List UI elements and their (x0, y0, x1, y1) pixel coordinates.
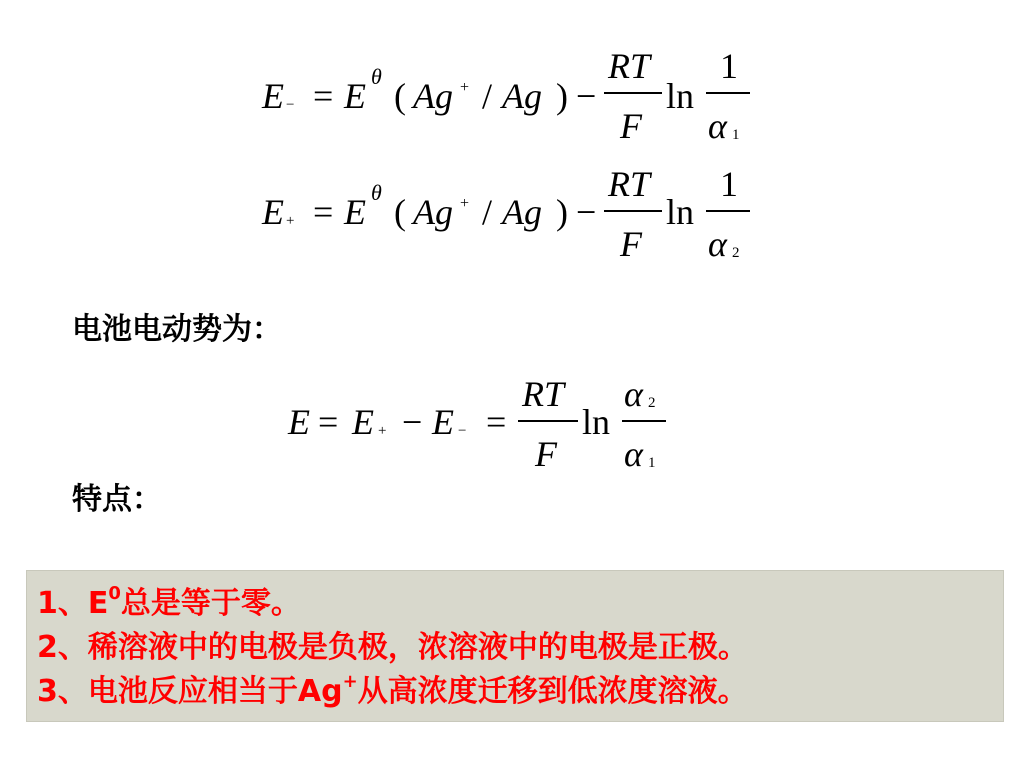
eq3-fraction-bar-2 (622, 420, 666, 422)
eq2-numerator: RT (608, 164, 651, 204)
feature-3-prefix: 3、电池反应相当于Ag (37, 674, 343, 709)
eq2-plus: + (460, 195, 470, 212)
eq2-alpha: α (708, 224, 727, 264)
feature-1-prefix: 1、E (37, 586, 109, 621)
eq1-numerator: RT (608, 46, 651, 86)
features-box (26, 570, 1004, 722)
eq2-theta: θ (371, 180, 382, 205)
eq3-minus: − (402, 402, 423, 442)
eq2-paren-close: ) (556, 192, 568, 232)
eq2-ag2: Ag (502, 192, 542, 232)
eq1-ag2: Ag (502, 76, 542, 116)
feature-1-sup: 0 (108, 583, 121, 604)
equation-e-plus (0, 120, 1024, 280)
feature-3-sup: + (342, 671, 358, 692)
eq3-fraction-bar (518, 420, 578, 422)
eq3-numerator: RT (522, 374, 565, 414)
eq1-e: E (344, 76, 366, 116)
eq1-alpha-sub: 1 (732, 127, 740, 143)
eq2-fraction-bar-2 (706, 210, 750, 212)
eq2-ag1: Ag (413, 192, 453, 232)
equation-emf (0, 340, 1024, 490)
eq1-minus: − (576, 76, 597, 116)
eq2-denominator: F (620, 224, 642, 264)
eq2-equals: = (313, 192, 334, 232)
eq3-alpha-bottom: α (624, 434, 643, 474)
eq3-e-minus-sub: − (458, 423, 467, 439)
eq1-one: 1 (720, 46, 738, 86)
eq2-alpha-sub: 2 (732, 245, 740, 261)
eq1-alpha: α (708, 106, 727, 146)
eq3-ln: ln (582, 402, 611, 442)
eq3-equals-1: = (318, 402, 339, 442)
eq1-lhs: E (262, 76, 284, 116)
eq3-equals-2: = (486, 402, 507, 442)
feature-1-suffix: 总是等于零。 (120, 586, 301, 621)
eq1-slash: / (482, 76, 493, 116)
eq1-lhs-sub: − (286, 97, 295, 113)
features-label: 特点： (72, 482, 162, 517)
feature-item-3 (37, 671, 748, 709)
eq3-alpha-top-sub: 2 (648, 395, 656, 411)
emf-label: 电池电动势为： (72, 312, 282, 347)
feature-3-suffix: 从高浓度迁移到低浓度溶液。 (357, 674, 748, 709)
eq3-e-plus: E (352, 402, 374, 442)
eq1-plus: + (460, 79, 470, 96)
eq3-e: E (288, 402, 310, 442)
eq2-one: 1 (720, 164, 738, 204)
eq1-fraction-bar (604, 92, 662, 94)
eq2-fraction-bar (604, 210, 662, 212)
eq2-lhs: E (262, 192, 284, 232)
eq2-minus: − (576, 192, 597, 232)
feature-item-1 (37, 583, 301, 621)
eq2-paren-open: ( (394, 192, 406, 232)
eq3-denominator: F (535, 434, 557, 474)
eq1-theta: θ (371, 64, 382, 89)
eq2-lhs-sub: + (286, 213, 295, 229)
eq2-slash: / (482, 192, 493, 232)
eq2-ln: ln (666, 192, 695, 232)
eq3-alpha-bottom-sub: 1 (648, 455, 656, 471)
feature-item-2: 2、稀溶液中的电极是负极，浓溶液中的电极是正极。 (37, 630, 748, 665)
eq1-paren-close: ) (556, 76, 568, 116)
eq3-e-minus: E (432, 402, 454, 442)
eq1-denominator: F (620, 106, 642, 146)
eq1-equals: = (313, 76, 334, 116)
eq3-e-plus-sub: + (378, 423, 387, 439)
eq1-ag1: Ag (413, 76, 453, 116)
eq1-fraction-bar-2 (706, 92, 750, 94)
eq2-e: E (344, 192, 366, 232)
eq1-paren-open: ( (394, 76, 406, 116)
eq1-ln: ln (666, 76, 695, 116)
eq3-alpha-top: α (624, 374, 643, 414)
